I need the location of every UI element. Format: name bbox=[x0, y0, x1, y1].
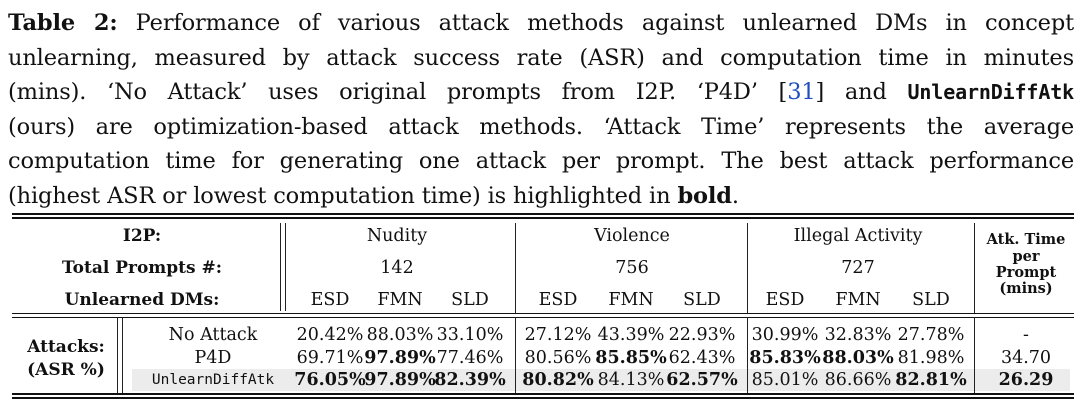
table-cell: 30.99% bbox=[751, 325, 819, 345]
table-cell: 27.12% bbox=[524, 325, 592, 345]
table-cell: 32.83% bbox=[824, 325, 892, 345]
table-cell: 97.89% bbox=[364, 348, 436, 368]
table-cell: 77.46% bbox=[436, 348, 504, 368]
attacks-label: Attacks: bbox=[27, 337, 105, 357]
table-cell: 85.85% bbox=[595, 348, 667, 368]
dm-header: SLD bbox=[912, 290, 950, 310]
attack-time-cell: - bbox=[1023, 325, 1029, 345]
table-cell: 80.56% bbox=[524, 348, 592, 368]
table-cell: 76.05% bbox=[294, 370, 366, 390]
dm-header: ESD bbox=[310, 290, 350, 310]
divider-double bbox=[285, 223, 286, 311]
table-cell: 27.78% bbox=[897, 325, 965, 345]
row-header-unlearned-dms: Unlearned DMs: bbox=[64, 290, 220, 310]
divider-group bbox=[747, 317, 748, 393]
divider-group bbox=[747, 223, 748, 313]
caption-text: Performance of various attack methods against unlearned DMs in concept bbox=[117, 10, 1074, 36]
row-header-total-prompts: Total Prompts #: bbox=[61, 258, 223, 278]
table-cell: 62.57% bbox=[666, 370, 738, 390]
caption-line: computation time for generating one attack per prompt. The best attack performance bbox=[8, 148, 1074, 175]
concept-header: Nudity bbox=[366, 226, 428, 246]
table-cell: 86.66% bbox=[824, 370, 892, 390]
divider-double bbox=[280, 223, 281, 311]
caption-line bbox=[8, 75, 1074, 110]
concept-header: Illegal Activity bbox=[793, 226, 923, 246]
concept-header: Violence bbox=[594, 226, 670, 246]
results-table bbox=[12, 213, 1074, 407]
table-cell: 88.03% bbox=[822, 348, 894, 368]
table-cell: 82.81% bbox=[895, 370, 967, 390]
caption-line: unlearning, measured by attack success rate (ASR) and computation time in minutes bbox=[8, 44, 1074, 71]
dm-header: ESD bbox=[538, 290, 578, 310]
table-cell: 85.83% bbox=[749, 348, 821, 368]
table-cell: 20.42% bbox=[296, 325, 364, 345]
caption-text: (highest ASR or lowest computation time) is highlighted in bbox=[8, 182, 678, 209]
citation-link[interactable]: 31 bbox=[787, 79, 816, 106]
divider-group bbox=[974, 317, 975, 393]
bottom-rule-1 bbox=[12, 393, 1074, 395]
time-header: per bbox=[1012, 248, 1040, 265]
attack-time-cell: 34.70 bbox=[1000, 348, 1052, 368]
top-rule-2 bbox=[12, 217, 1074, 219]
dm-header: FMN bbox=[835, 290, 881, 310]
table-cell: 84.13% bbox=[597, 370, 665, 390]
divider-group bbox=[515, 223, 516, 313]
method-label: P4D bbox=[194, 348, 232, 368]
dm-header: FMN bbox=[377, 290, 423, 310]
prompt-count: 727 bbox=[841, 258, 875, 278]
divider-group bbox=[515, 317, 516, 393]
method-label: UnlearnDiffAtk bbox=[151, 372, 275, 388]
prompt-count: 142 bbox=[380, 258, 414, 278]
method-label: No Attack bbox=[168, 325, 258, 345]
table-cell: 97.89% bbox=[364, 370, 436, 390]
table-cell: 62.43% bbox=[668, 348, 736, 368]
table-caption bbox=[8, 6, 1074, 214]
table-cell: 80.82% bbox=[522, 370, 594, 390]
caption-text: (mins). ‘No Attack’ uses original prompts from I2P. ‘P4D’ [ bbox=[8, 79, 788, 106]
divider-group bbox=[974, 223, 975, 313]
caption-line: (ours) are optimization-based attack methods. ‘Attack Time’ represents the average bbox=[8, 113, 1074, 140]
caption-line bbox=[8, 179, 1074, 214]
time-header: Atk. Time bbox=[986, 231, 1066, 248]
row-header-i2p: I2P: bbox=[122, 226, 162, 246]
table-cell: 33.10% bbox=[436, 325, 504, 345]
caption-text: ] and bbox=[815, 79, 908, 106]
mid-rule-2 bbox=[12, 317, 1074, 318]
dm-header: FMN bbox=[608, 290, 654, 310]
table-cell: 82.39% bbox=[434, 370, 506, 390]
table-cell: 43.39% bbox=[597, 325, 665, 345]
caption-label: Table 2: bbox=[8, 10, 118, 36]
caption-text: . bbox=[731, 182, 739, 209]
time-header: Prompt bbox=[995, 264, 1057, 281]
method-name-code: UnlearnDiffAtk bbox=[907, 80, 1074, 105]
divider-double bbox=[117, 317, 118, 393]
bottom-rule-2 bbox=[12, 397, 1074, 399]
mid-rule-1 bbox=[12, 313, 1074, 314]
table-cell: 69.71% bbox=[296, 348, 364, 368]
top-rule-1 bbox=[12, 213, 1074, 215]
caption-bold-word: bold bbox=[677, 182, 732, 209]
attacks-label: (ASR %) bbox=[27, 360, 105, 380]
divider-double bbox=[122, 317, 123, 393]
dm-header: SLD bbox=[683, 290, 721, 310]
attack-time-cell: 26.29 bbox=[998, 370, 1054, 390]
table-cell: 88.03% bbox=[366, 325, 434, 345]
table-cell: 85.01% bbox=[751, 370, 819, 390]
table-cell: 22.93% bbox=[668, 325, 736, 345]
time-header: (mins) bbox=[999, 280, 1053, 297]
caption-line bbox=[8, 6, 1074, 41]
dm-header: ESD bbox=[765, 290, 805, 310]
prompt-count: 756 bbox=[615, 258, 649, 278]
table-cell: 81.98% bbox=[897, 348, 965, 368]
dm-header: SLD bbox=[451, 290, 489, 310]
